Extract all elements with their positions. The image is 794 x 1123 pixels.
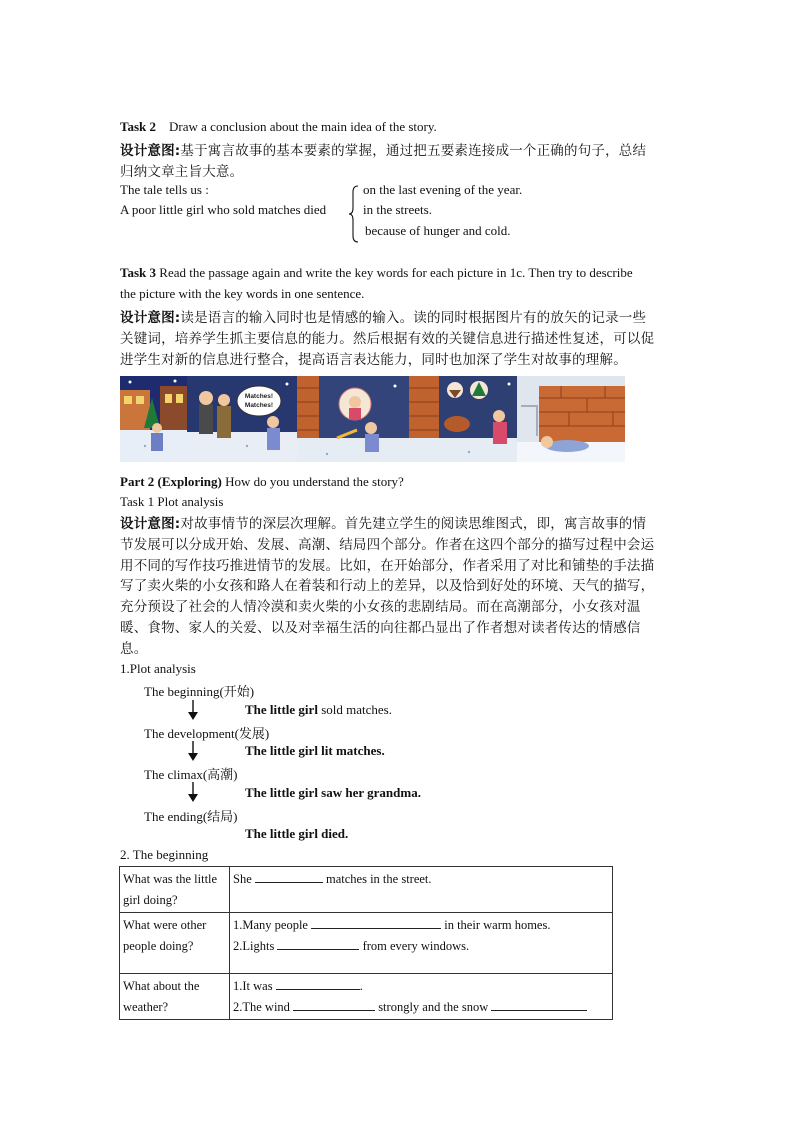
fill-in-blank[interactable] <box>491 998 587 1011</box>
answer-line <box>233 997 609 1018</box>
part2-task1-label: Task 1 Plot analysis <box>120 494 224 509</box>
tale-option-2: in the streets. <box>363 202 432 217</box>
task3-text-line1: Read the passage again and write the key words for each picture in 1c. Then try to describe <box>159 265 633 280</box>
part2-intent-paragraph <box>120 514 675 660</box>
part2-intent-text-1: 对故事情节的深层次理解。首先建立学生的阅读思维图式，即，寓言故事的情 <box>180 516 647 532</box>
task2-intent-text1: 基于寓言故事的基本要素的掌握，通过把五要素连接成一个正确的句子，总结 <box>180 143 647 159</box>
story-comic-strip <box>120 376 625 462</box>
task2-text: Draw a conclusion about the main idea of the story. <box>169 119 437 134</box>
plot-event-development: The little girl lit matches. <box>245 743 385 758</box>
answer-text: . <box>359 979 363 993</box>
task3-heading <box>120 265 633 281</box>
question-text-justified <box>123 915 226 936</box>
fill-in-blank[interactable] <box>255 870 323 883</box>
answer-text: She <box>233 872 252 886</box>
fill-in-blank[interactable] <box>276 977 360 990</box>
down-arrow-icon <box>185 740 201 762</box>
answer-text: from every windows. <box>362 938 470 953</box>
task2-intent-label: 设计意图: <box>120 143 181 159</box>
tale-option-1: on the last evening of the year. <box>363 182 523 197</box>
table-answer-cell <box>230 867 613 913</box>
plot-stage-beginning: The beginning(开始) <box>144 684 255 699</box>
task3-intent-label: 设计意图: <box>120 310 181 326</box>
question-text: girl doing? <box>123 892 178 907</box>
beginning-table <box>119 866 613 1020</box>
question-text: weather? <box>123 999 169 1014</box>
part2-intent-line-4: 写了卖火柴的小女孩和路人在着装和行动上的差异，以及恰到好处的环境、天气的描写， <box>120 578 655 595</box>
down-arrow-icon <box>185 699 201 721</box>
plot-heading: 1.Plot analysis <box>120 661 196 676</box>
tale-subject: A poor little girl who sold matches died <box>120 202 327 217</box>
table-answer-cell <box>230 913 613 974</box>
task2-intent-line2: 归纳文章主旨大意。 <box>120 164 244 180</box>
question-text: What was the little <box>123 872 218 886</box>
plot-event-beginning-bold: The little girl <box>245 702 318 717</box>
fill-in-blank[interactable] <box>311 916 441 929</box>
question-text: What about the <box>123 979 200 993</box>
part2-intent-label: 设计意图: <box>120 516 181 532</box>
tale-option-3: because of hunger and cold. <box>365 223 511 238</box>
table-question-cell <box>120 913 230 974</box>
answer-text: 1.It was <box>233 979 273 993</box>
table-row <box>120 974 613 1020</box>
task3-text-line2: the picture with the key words in one sentence. <box>120 286 365 301</box>
task2-label: Task 2 <box>120 119 157 134</box>
plot-stage-development: The development(发展) <box>144 726 270 741</box>
task2-heading <box>120 119 437 135</box>
question-text: What were other <box>123 918 207 932</box>
table-row <box>120 867 613 913</box>
comic-panel-2 <box>187 376 297 462</box>
task3-intent-text1: 读是语言的输入同时也是情感的输入。读的同时根据图片有的放矢的记录一些 <box>180 310 647 326</box>
answer-line <box>233 976 609 997</box>
answer-text: 1.Many people <box>233 918 308 932</box>
curly-brace-icon <box>349 185 359 243</box>
comic-panel-3 <box>297 376 409 462</box>
tale-intro: The tale tells us : <box>120 182 209 197</box>
plot-event-beginning <box>245 702 392 718</box>
speech-bubble-line1: Matches! <box>244 393 274 400</box>
plot-stage-climax: The climax(高潮) <box>144 767 238 782</box>
table-answer-cell <box>230 974 613 1020</box>
table-row <box>120 913 613 974</box>
part2-heading <box>120 474 404 490</box>
part2-question: How do you understand the story? <box>225 474 404 489</box>
part2-label: Part 2 (Exploring) <box>120 474 222 489</box>
task3-intent-line2: 关键词，培养学生抓主要信息的能力。然后根据有效的关键信息进行描述性复述，可以促 <box>120 331 655 347</box>
plot-event-climax: The little girl saw her grandma. <box>245 785 421 800</box>
answer-line <box>233 915 609 936</box>
task3-label: Task 3 <box>120 265 157 280</box>
table-question-cell <box>120 867 230 913</box>
fill-in-blank[interactable] <box>277 937 359 950</box>
comic-panel-4 <box>409 376 517 462</box>
answer-line <box>233 869 609 890</box>
part2-intent-line-1 <box>120 514 675 535</box>
table-question-cell <box>120 974 230 1020</box>
answer-text: 2.Lights <box>233 938 275 953</box>
answer-line <box>233 936 609 957</box>
answer-text: matches in the street. <box>326 872 432 886</box>
comic-panel-5 <box>517 376 625 462</box>
answer-text: in their warm homes. <box>444 918 551 932</box>
plot-stage-ending: The ending(结局) <box>144 809 238 824</box>
task3-intent-line1 <box>120 306 646 326</box>
question-text: people doing? <box>123 938 194 953</box>
part2-intent-line-5: 充分预设了社会的人情冷漠和卖火柴的小女孩的悲剧结局。而在高潮部分，小女孩对温 <box>120 599 641 616</box>
task3-intent-line3: 进学生对新的信息进行整合，提高语言表达能力，同时也加深了学生对故事的理解。 <box>120 352 627 368</box>
speech-bubble-line2: Matches! <box>244 402 274 409</box>
plot-event-beginning-rest: sold matches. <box>317 702 392 717</box>
plot-event-ending: The little girl died. <box>245 826 349 841</box>
down-arrow-icon <box>185 781 201 803</box>
beginning-heading: 2. The beginning <box>120 847 209 862</box>
task2-intent-line1 <box>120 139 646 159</box>
part2-intent-line-7: 息。 <box>120 640 148 657</box>
fill-in-blank[interactable] <box>293 998 375 1011</box>
comic-panel-1 <box>120 376 187 462</box>
answer-text: strongly and the snow <box>378 999 489 1014</box>
part2-intent-line-2: 节发展可以分成开始、发展、高潮、结局四个部分。作者在这四个部分的描写过程中会运 <box>120 536 655 553</box>
part2-intent-line-6: 暖、食物、家人的关爱、以及对幸福生活的向往都凸显出了作者想对读者传达的情感信 <box>120 619 641 636</box>
answer-text: 2.The wind <box>233 999 290 1014</box>
part2-intent-line-3: 用不同的写作技巧推进情节的发展。比如，在开始部分，作者采用了对比和铺垫的手法描 <box>120 557 655 574</box>
